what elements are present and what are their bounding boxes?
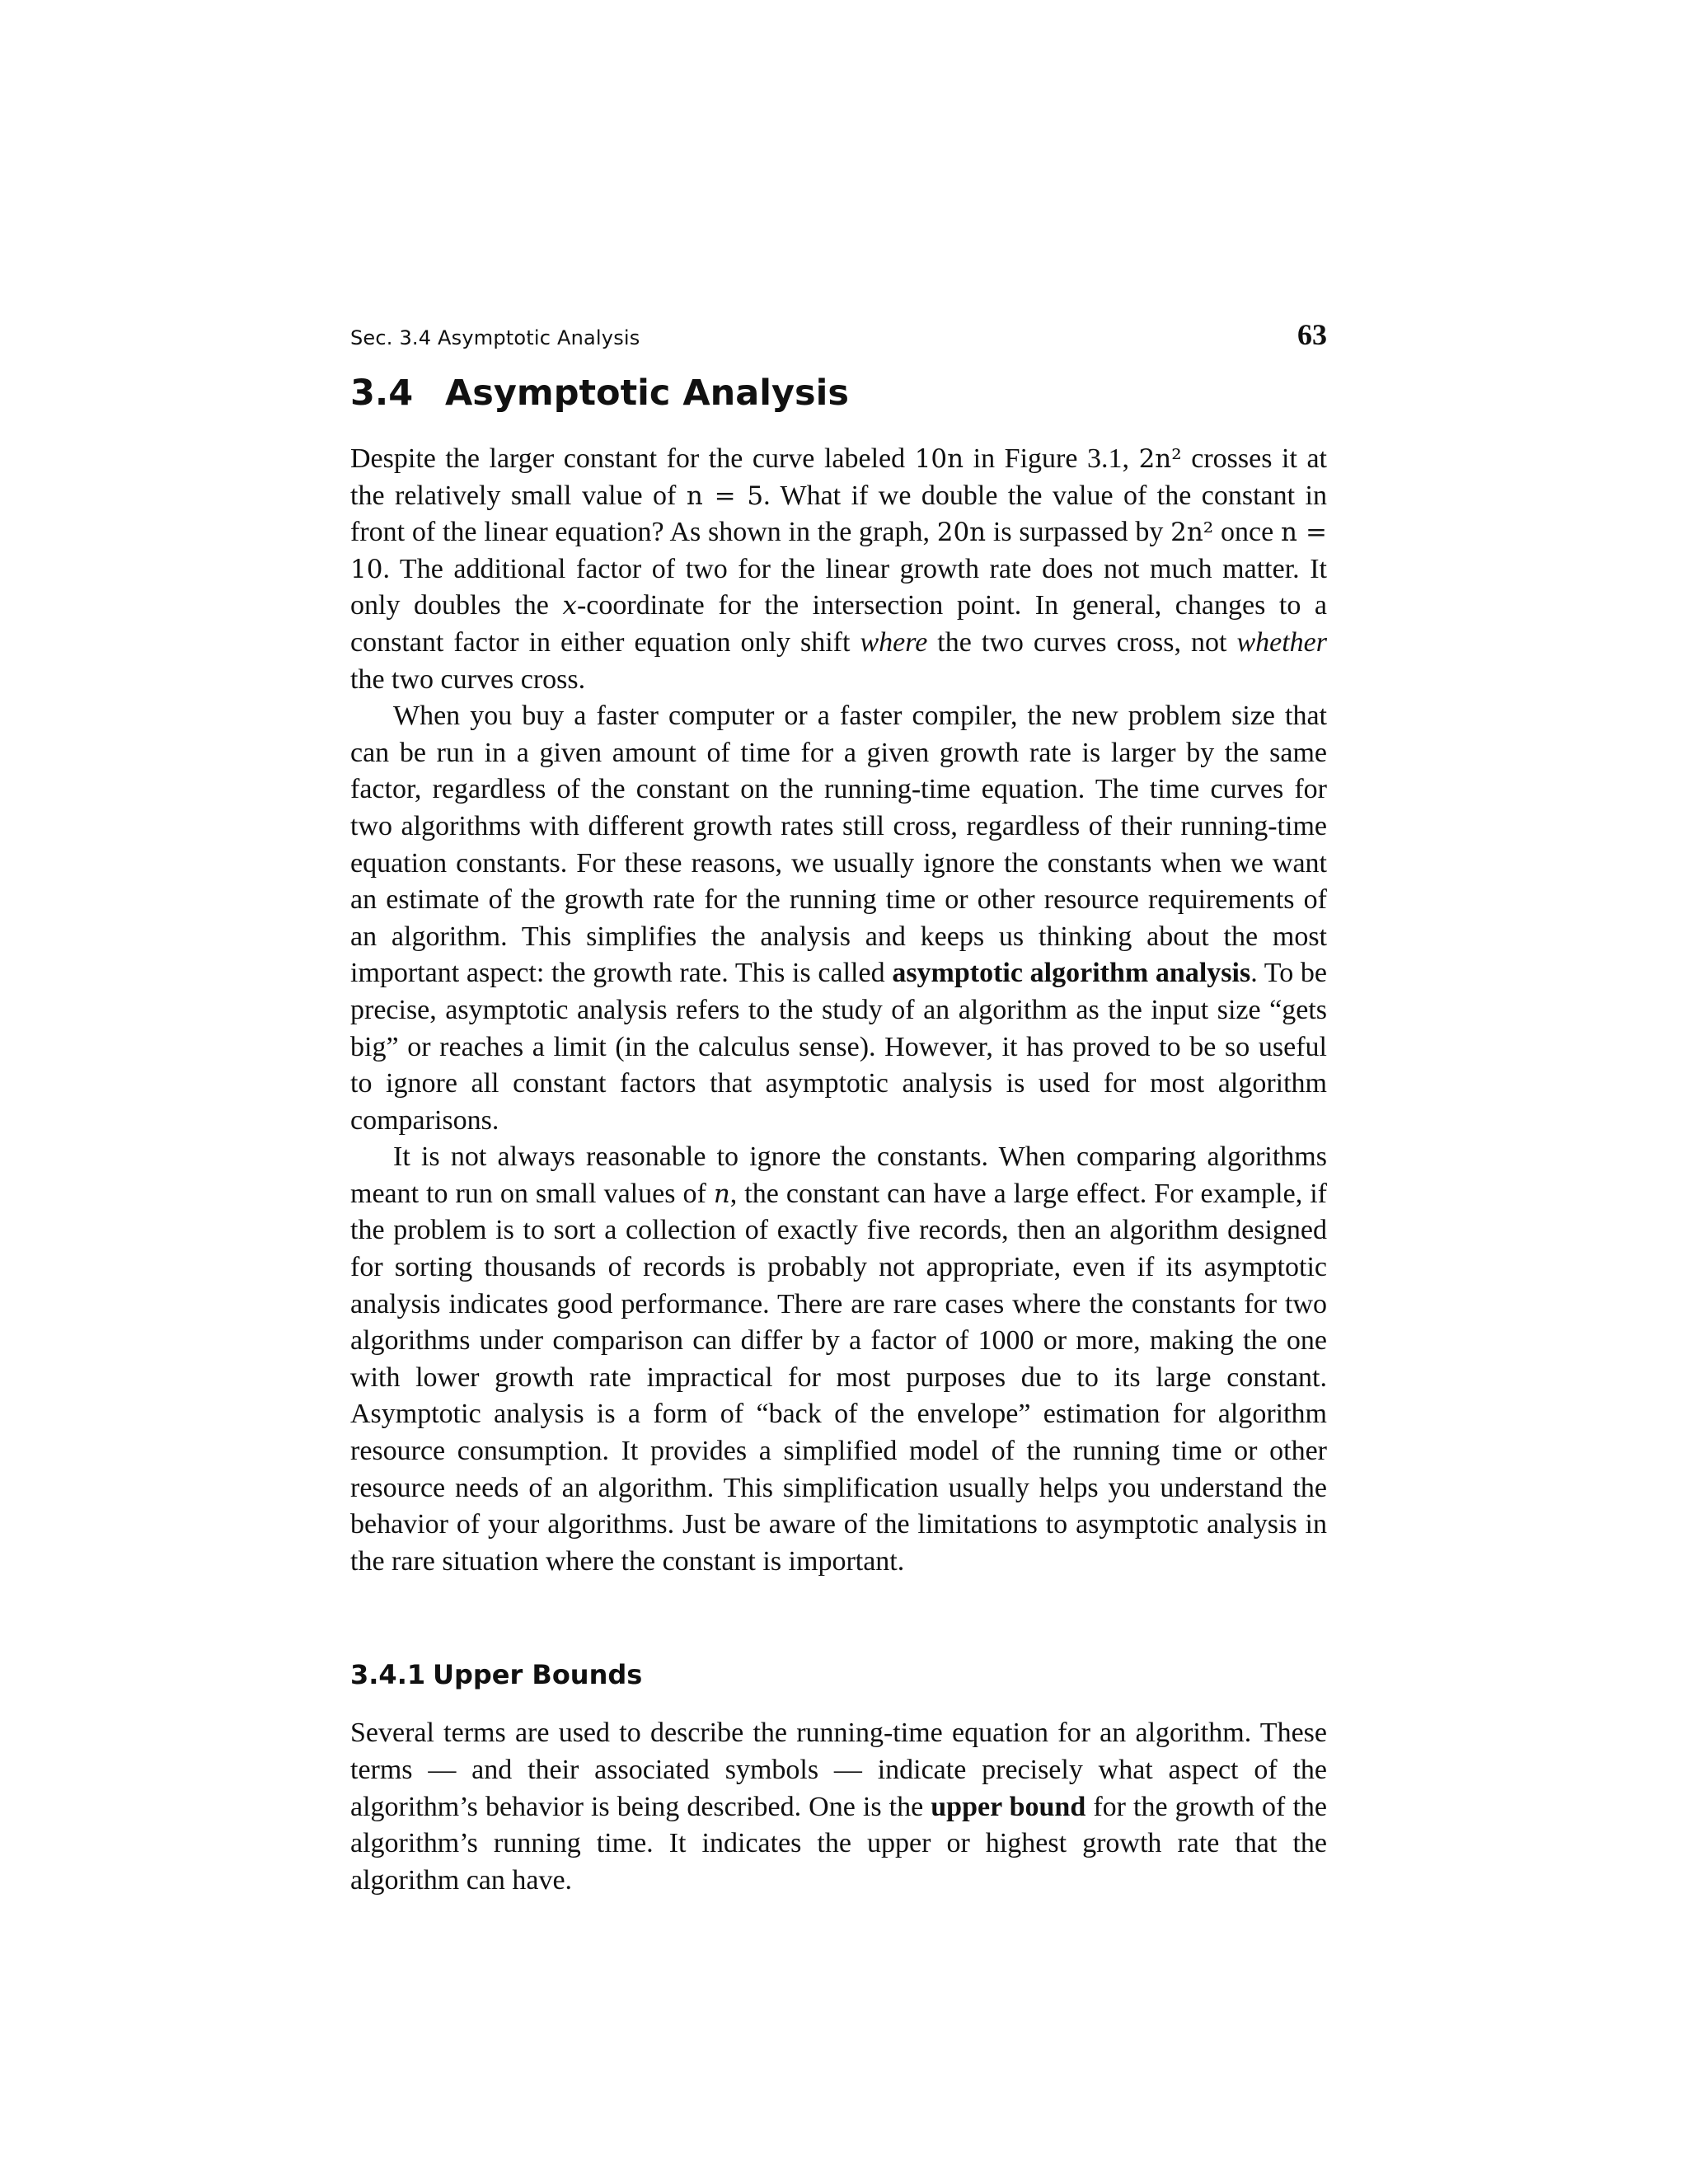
paragraph-4 (350, 1715, 1327, 1899)
text-run: the two curves cross. (350, 663, 586, 695)
running-title: Sec. 3.4 Asymptotic Analysis (350, 326, 640, 349)
bold-term-asymptotic-analysis: asymptotic algorithm analysis (892, 958, 1251, 989)
subsection-title: Upper Bounds (433, 1659, 643, 1691)
paragraph-1 (350, 441, 1327, 698)
text-run: , the constant can have a large effect. For example, if the problem is to sort a collection of exactly five records, then an algorithm designed for sorting thousands of records is probably not appropriate, even if its asymptotic analysis indicates good performance. There are rare cases where the constants for two algorithms under comparison can differ by a factor of 1000 or more, making the one with lower growth rate impractical for most purposes due to its large constant. Asymptotic analysis is a form of “back of the envelope” estimation for algorithm resource consumption. It provides a simplified model of the running time or other resource needs of an algorithm. This simplification usually helps you understand the behavior of your algorithms. Just be aware of the limitations to asymptotic analysis in the rare situation where the constant is important. (350, 1178, 1328, 1577)
text-run: for the growth of the algorithm’s running time. It indicates the upper or highest growth rate that the algorithm can have. (350, 1791, 1327, 1896)
text-run: Several terms are used to describe the running-time equation for an algorithm. These terms — and their associated symbols — indicate precisely what aspect of the algorithm’s behavior is being described. One is the (350, 1718, 1327, 1822)
math-2n-squared: 2n² (1170, 518, 1214, 548)
paragraph-2 (350, 698, 1327, 1139)
text-run: once (1213, 517, 1281, 548)
text-run: . The additional factor of two for the linear growth rate does not much matter. It only doubles the (350, 553, 1327, 621)
subsection-number: 3.4.1 (350, 1659, 426, 1691)
paragraph-3 (350, 1139, 1327, 1580)
text-run: is surpassed by (986, 517, 1171, 548)
text-run: . To be precise, asymptotic analysis refers to the study of an algorithm as the input size “gets big” or reaches a limit (in the calculus sense). However, it has proved to be so useful to ignore all constant factors that asymptotic analysis is used for most algorithm comparisons. (350, 958, 1328, 1136)
math-10n: 10n (914, 444, 964, 474)
text-run: It is not always reasonable to ignore the constants. When comparing algorithms meant to run on small values of (350, 1141, 1327, 1209)
page-number: 63 (1297, 318, 1327, 351)
emphasis-whether: whether (1236, 626, 1327, 658)
math-2n-squared: 2n² (1138, 444, 1182, 474)
text-run: the two curves cross, not (927, 626, 1237, 658)
bold-term-upper-bound: upper bound (931, 1791, 1086, 1822)
text-run: When you buy a faster computer or a faster compiler, the new problem size that can be run in a given amount of time for a given growth rate is larger by the same factor, regardless of the constant on the running-time equation. The time curves for two algorithms with different growth rates still cross, regardless of their running-time equation constants. For these reasons, we usually ignore the constants when we want an estimate of the growth rate for the running time or other resource requirements of an algorithm. This simplifies the analysis and keeps us thinking about the most important aspect: the growth rate. This is called (350, 701, 1327, 989)
math-n: n (713, 1179, 730, 1209)
text-run: Despite the larger constant for the curve labeled (350, 443, 915, 474)
math-x: x (562, 591, 577, 621)
book-page (350, 317, 1327, 1899)
text-run: crosses it at the relatively small value of (350, 443, 1327, 511)
math-20n: 20n (936, 518, 987, 548)
text-run: in Figure 3.1, (964, 443, 1139, 474)
text-run: . What if we double the value of the constant in front of the linear equation? As shown in the graph, (350, 480, 1327, 548)
running-header (350, 317, 1327, 350)
section-heading (350, 373, 1327, 414)
emphasis-where: where (860, 626, 928, 658)
section-number: 3.4 (350, 373, 414, 414)
text-run: -coordinate for the intersection point. In general, changes to a constant factor in either equation only shift (350, 590, 1327, 658)
math-n-equals-5: n = 5 (686, 480, 764, 511)
subsection-heading (350, 1659, 1327, 1690)
section-title: Asymptotic Analysis (445, 373, 849, 414)
math-n-equals-10: n = 10 (350, 518, 1327, 584)
